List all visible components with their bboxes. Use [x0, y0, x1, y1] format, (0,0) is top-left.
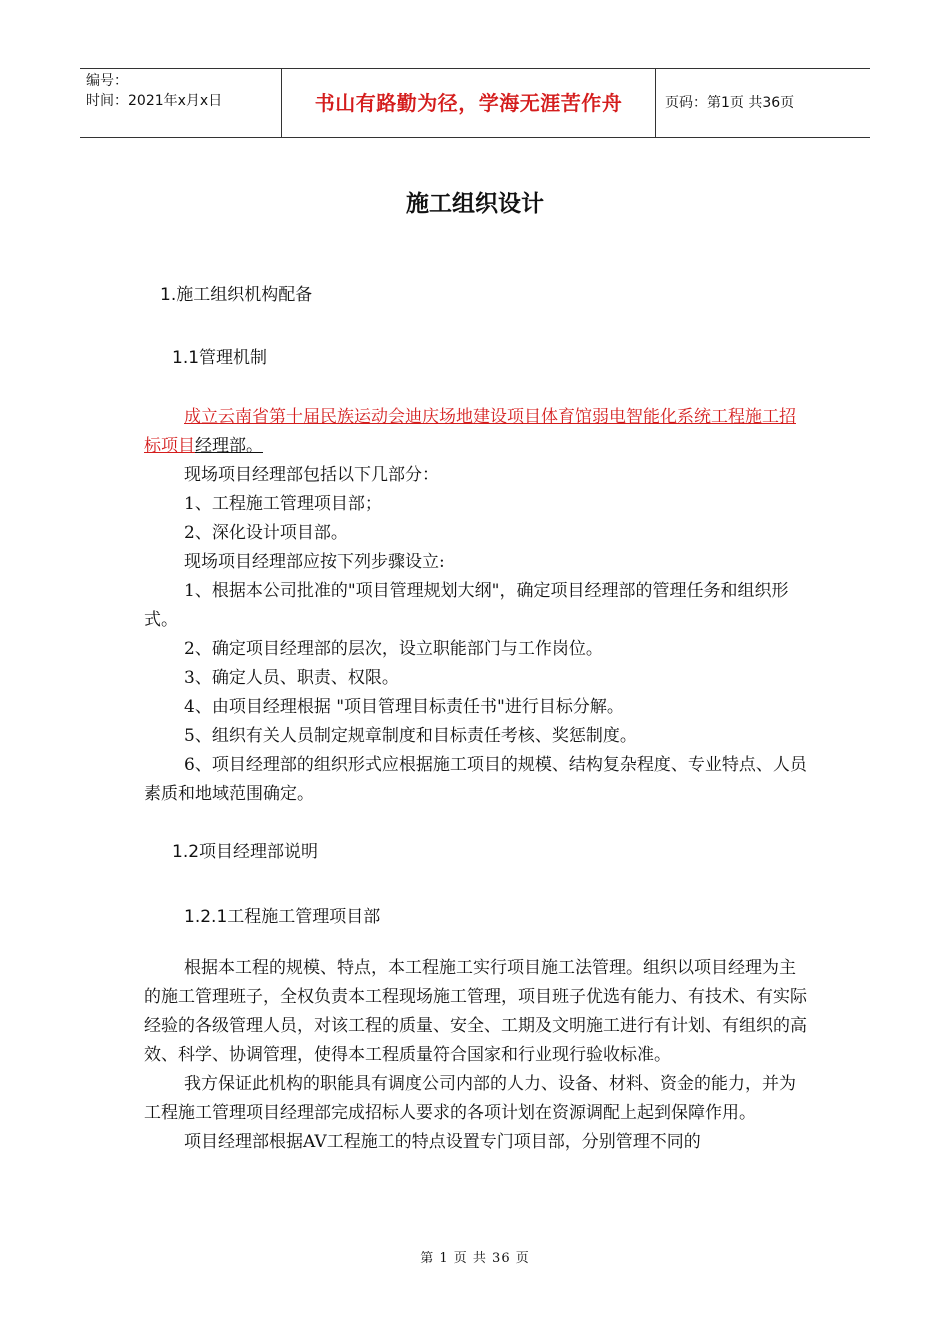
list-item: 1、工程施工管理项目部；: [184, 494, 382, 514]
page-footer: 第 1 页 共 36 页: [420, 1251, 530, 1266]
time-label: 时间：2021年x月x日: [86, 93, 223, 109]
list-item: 5、组织有关人员制定规章制度和目标责任考核、奖惩制度。: [184, 726, 637, 746]
section-heading-1-1: 1.1管理机制: [172, 348, 268, 368]
list-item: 2、确定项目经理部的层次，设立职能部门与工作岗位。: [184, 639, 603, 659]
header-table: [80, 68, 870, 138]
header-motto: 书山有路勤为径，学海无涯苦作舟: [282, 69, 656, 137]
document-title: 施工组织设计: [406, 191, 544, 217]
body-paragraph: 我方保证此机构的职能具有调度公司内部的人力、设备、材料、资金的能力，并为工程施工管理项目经理部完成招标人要求的各项计划在资源调配上起到保障作用。: [144, 1074, 796, 1123]
section-heading-1-2: 1.2项目经理部说明: [172, 842, 319, 862]
list-item: 现场项目经理部包括以下几部分：: [184, 465, 439, 485]
lead-paragraph: [144, 403, 808, 461]
header-page-info: 页码：第1页 共36页: [665, 95, 795, 111]
list-item: 6、项目经理部的组织形式应根据施工项目的规模、结构复杂程度、专业特点、人员素质和地域范围确定。: [144, 755, 807, 804]
list-item: 3、确定人员、职责、权限。: [184, 668, 399, 688]
number-label: 编号：: [86, 73, 128, 89]
management-mechanism-block: [144, 403, 808, 809]
list-item: 2、深化设计项目部。: [184, 523, 348, 543]
section-heading-1: 1.施工组织机构配备: [160, 285, 313, 305]
list-item: 1、根据本公司批准的"项目管理规划大纲"，确定项目经理部的管理任务和组织形式。: [144, 581, 789, 630]
project-name-link: 成立云南省第十届民族运动会迪庆场地建设项目体育馆弱电智能化系统工程施工招标项目: [144, 407, 796, 456]
construction-management-block: [144, 954, 808, 1157]
body-paragraph: 根据本工程的规模、特点，本工程施工实行项目施工法管理。组织以项目经理为主的施工管理班子，全权负责本工程现场施工管理，项目班子优选有能力、有技术、有实际经验的各级管理人员，对该工程的质量、安全、工期及文明施工进行有计划、有组织的高效、科学、协调管理，使得本工程质量符合国家和行业现行验收标准。: [144, 958, 807, 1065]
header-meta-cell: [80, 69, 282, 137]
section-heading-1-2-1: 1.2.1工程施工管理项目部: [184, 907, 381, 927]
list-item: 4、由项目经理根据 "项目管理目标责任书"进行目标分解。: [184, 697, 624, 717]
list-item: 现场项目经理部应按下列步骤设立:: [184, 552, 445, 572]
lead-tail: 经理部。: [195, 436, 263, 456]
body-paragraph: 项目经理部根据AV工程施工的特点设置专门项目部，分别管理不同的: [184, 1132, 701, 1152]
